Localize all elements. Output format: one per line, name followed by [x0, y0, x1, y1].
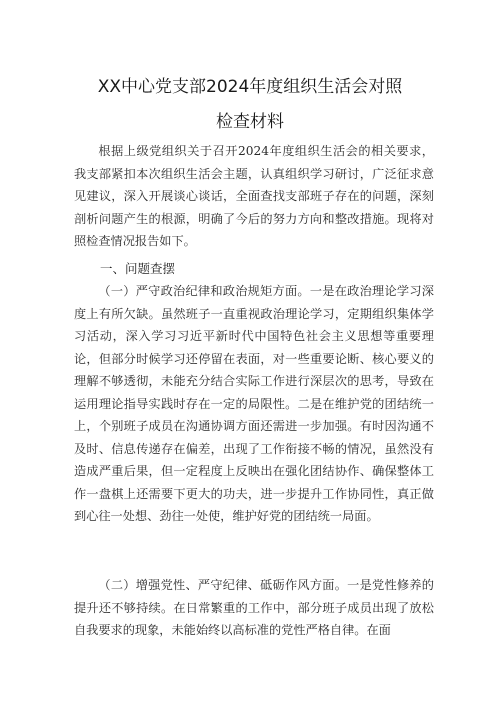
document-title-line-1: XX中心党支部2024年度组织生活会对照	[97, 77, 403, 97]
body-paragraph: （二）增强党性、严守纪律、砥砺作风方面。一是党性修养的提升还不够持续。在日常繁重的工作中，部分班子成员出现了放松自我要求的现象，未能始终以高标准的党性严格自律。在面	[74, 578, 434, 637]
body-paragraph: （一）严守政治纪律和政治规矩方面。一是在政治理论学习深度上有所欠缺。虽然班子一直重视政治理论学习，定期组织集体学习活动，深入学习习近平新时代中国特色社会主义思想等重要理论，但部分时候学习还停留在表面，对一些重要论断、核心要义的理解不够透彻，未能充分结合实际工作进行深层次的思考，导致在运用理论指导实践时存在一定的局限性。二是在维护党的团结统一上，个别班子成员在沟通协调方面还需进一步加强。有时因沟通不及时、信息传递存在偏差，出现了工作衔接不畅的情况，虽然没有造成严重后果，但一定程度上反映出在强化团结协作、确保整体工作一盘棋上还需要下更大的功夫，进一步提升工作协同性，真正做到心往一处想、劲往一处使，维护好党的团结统一局面。	[74, 284, 434, 523]
section-heading: 一、问题查摆	[100, 261, 176, 276]
intro-paragraph: 根据上级党组织关于召开2024年度组织生活会的相关要求，我支部紧扣本次组织生活会主题，认真组织学习研讨，广泛征求意见建议，深入开展谈心谈话，全面查找支部班子存在的问题，深刻剖析问题产生的根源，明确了今后的努力方向和整改措施。现将对照检查情况报告如下。	[74, 144, 434, 248]
document-title-line-2: 检查材料	[216, 112, 284, 132]
